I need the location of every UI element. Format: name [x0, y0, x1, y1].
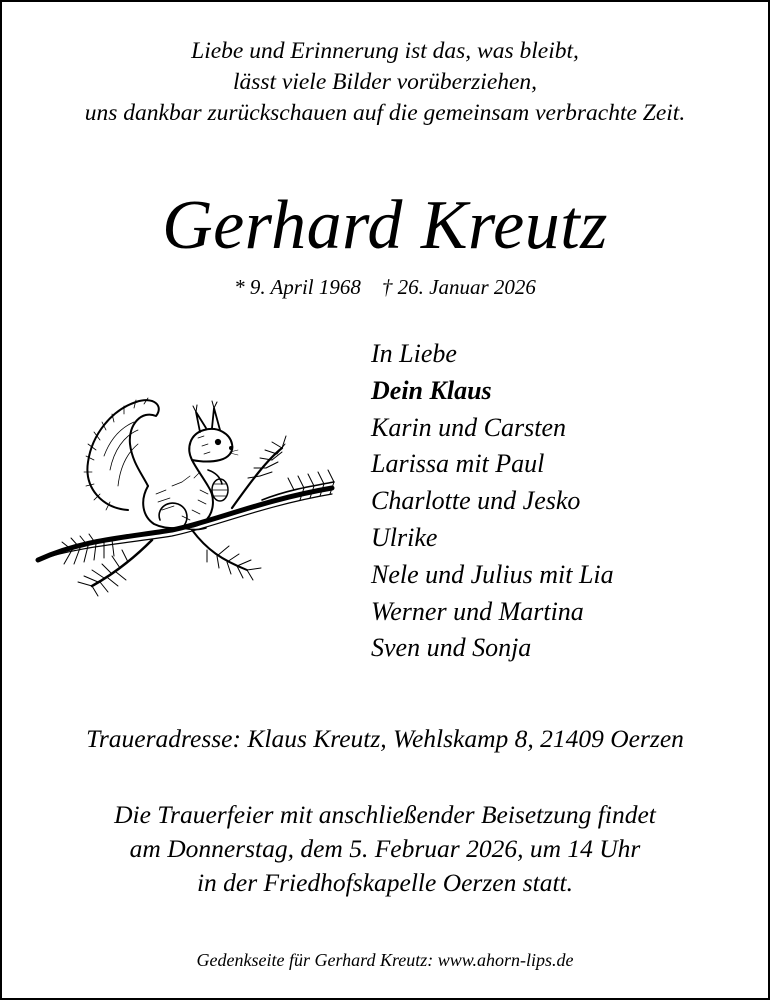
mourner-name: Werner und Martina: [371, 596, 584, 626]
squirrel-on-branch-icon: [32, 390, 342, 600]
deceased-name: Gerhard Kreutz: [162, 187, 608, 264]
mourners-list: [371, 336, 614, 667]
mourner-name: Larissa mit Paul: [371, 449, 545, 479]
ceremony-line: Die Trauerfeier mit anschließender Beisetzung findet: [114, 800, 656, 829]
mourner-name: Charlotte und Jesko: [371, 486, 581, 516]
mourning-address: Traueradresse: Klaus Kreutz, Wehlskamp 8, 21409 Oerzen: [86, 724, 684, 753]
mourners-intro: In Liebe: [371, 339, 457, 368]
mourner-name: Nele und Julius mit Lia: [371, 559, 614, 589]
ceremony-notice: [2, 798, 768, 900]
ceremony-line: am Donnerstag, dem 5. Februar 2026, um 14 Uhr: [129, 834, 641, 863]
ceremony-line: in der Friedhofskapelle Oerzen statt.: [196, 868, 574, 897]
motto-line: lässt viele Bilder vorüberziehen,: [232, 69, 538, 95]
life-dates: * 9. April 1968 † 26. Januar 2026: [234, 275, 536, 299]
memorial-page-note: Gedenkseite für Gerhard Kreutz: www.ahorn-lips.de: [196, 950, 574, 970]
motto: [2, 36, 768, 129]
motto-line: Liebe und Erinnerung ist das, was bleibt,: [191, 38, 579, 64]
mourner-name: Karin und Carsten: [371, 412, 567, 442]
motto-line: uns dankbar zurückschauen auf die gemeinsam verbrachte Zeit.: [84, 100, 686, 126]
mourner-name: Sven und Sonja: [371, 633, 532, 663]
mourners-primary: Dein Klaus: [371, 375, 492, 405]
mourner-name: Ulrike: [371, 522, 438, 552]
